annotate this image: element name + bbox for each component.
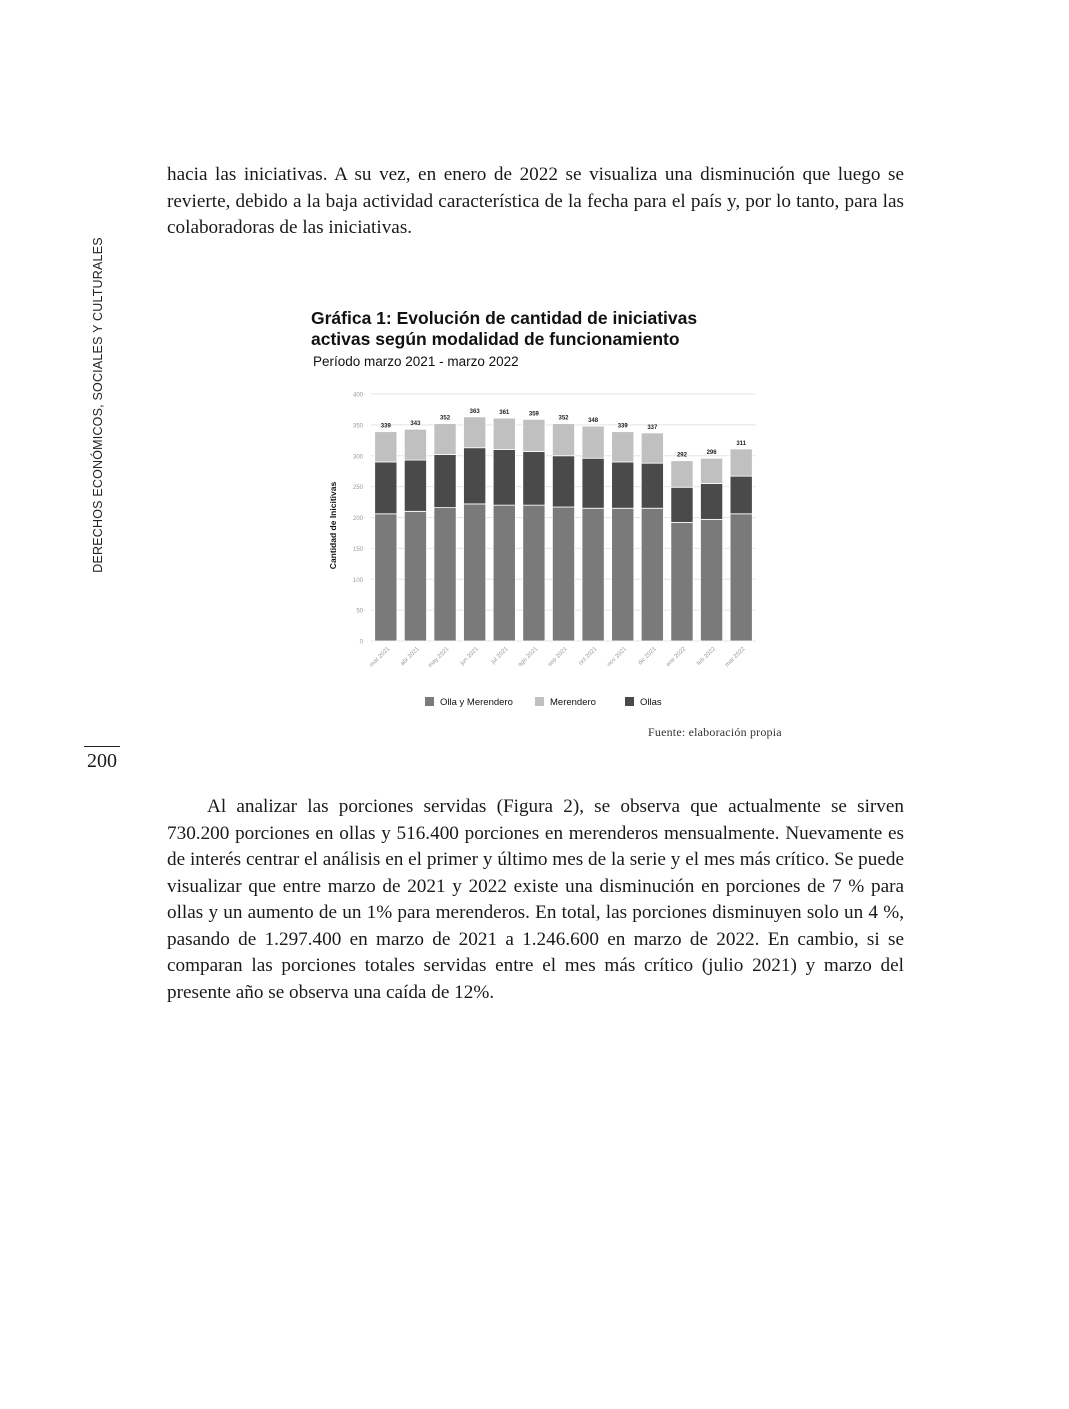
- x-tick-label: nov 2021: [606, 646, 629, 668]
- x-tick-label: dic 2021: [637, 646, 658, 667]
- legend-label: Olla y Merendero: [440, 697, 513, 708]
- bar-segment: [523, 505, 545, 641]
- y-axis-label: Cantidad de Inicitivas: [328, 481, 338, 570]
- bar-segment: [523, 451, 545, 505]
- bar-segment: [582, 458, 604, 508]
- legend-swatch: [535, 697, 544, 706]
- x-tick-label: sep 2021: [547, 646, 569, 668]
- bar-total-label: 361: [499, 410, 510, 417]
- x-tick-label: feb 2022: [696, 646, 717, 667]
- bar-segment: [641, 508, 663, 641]
- y-tick-label: 400: [352, 392, 363, 399]
- bar-segment: [434, 455, 456, 508]
- bar-segment: [464, 504, 486, 641]
- bar-segment: [404, 511, 426, 641]
- bar-total-label: 311: [736, 440, 747, 447]
- bar-segment: [523, 419, 545, 451]
- x-tick-label: ene 2022: [665, 646, 688, 669]
- bar-segment: [671, 522, 693, 641]
- bar-total-label: 363: [469, 408, 480, 415]
- bar-segment: [434, 508, 456, 641]
- bar-segment: [552, 424, 574, 456]
- y-tick-label: 0: [359, 639, 363, 646]
- bar-segment: [730, 476, 752, 514]
- x-tick-label: mar 2022: [724, 646, 747, 669]
- bar-segment: [464, 448, 486, 504]
- running-header-vertical: DERECHOS ECONÓMICOS, SOCIALES Y CULTURALES: [91, 237, 105, 573]
- chart-title-line-2: activas según modalidad de funcionamiento: [311, 329, 680, 349]
- legend-label: Merendero: [550, 697, 596, 708]
- bar-total-label: 296: [706, 450, 717, 457]
- legend-swatch: [625, 697, 634, 706]
- x-tick-label: ago 2021: [517, 646, 540, 669]
- bar-segment: [730, 449, 752, 476]
- bar-total-label: 348: [588, 418, 599, 425]
- bar-segment: [375, 462, 397, 514]
- bar-total-label: 352: [440, 415, 451, 422]
- bar-total-label: 352: [558, 415, 569, 422]
- paragraph-top: hacia las iniciativas. A su vez, en enero de 2022 se visualiza una disminución que luego se revierte, debido a la baja actividad característica de la fecha para el país y, por lo tanto, para las colaboradoras de las iniciativas.: [167, 164, 904, 238]
- y-tick-label: 350: [352, 423, 363, 430]
- bar-total-label: 343: [410, 421, 421, 428]
- bar-segment: [700, 484, 722, 520]
- bar-segment: [671, 461, 693, 488]
- bar-segment: [582, 426, 604, 458]
- y-tick-label: 250: [352, 485, 363, 492]
- bar-total-label: 339: [617, 423, 628, 430]
- bar-total-label: 337: [647, 424, 658, 431]
- bar-segment: [404, 460, 426, 511]
- bar-segment: [404, 429, 426, 460]
- x-tick-label: mar 2021: [369, 646, 392, 669]
- x-tick-label: jun 2021: [459, 646, 481, 667]
- bar-segment: [700, 519, 722, 641]
- legend-label: Ollas: [640, 697, 662, 708]
- bar-segment: [612, 462, 634, 508]
- bar-segment: [582, 508, 604, 641]
- bar-segment: [612, 432, 634, 462]
- y-tick-label: 150: [352, 546, 363, 553]
- bar-segment: [375, 514, 397, 641]
- bar-total-label: 339: [380, 423, 391, 430]
- bar-segment: [552, 507, 574, 641]
- y-tick-label: 300: [352, 454, 363, 461]
- x-tick-label: oct 2021: [578, 646, 599, 667]
- bar-segment: [700, 458, 722, 483]
- page-number: 200: [84, 746, 120, 773]
- x-tick-label: jul 2021: [490, 646, 510, 666]
- bar-segment: [434, 424, 456, 455]
- bar-total-label: 359: [528, 411, 539, 418]
- bar-segment: [612, 508, 634, 641]
- bar-segment: [493, 450, 515, 506]
- y-tick-label: 50: [356, 608, 363, 615]
- chart-title-line-1: Gráfica 1: Evolución de cantidad de iniciativas: [311, 308, 698, 328]
- bar-segment: [464, 417, 486, 448]
- bar-segment: [493, 418, 515, 449]
- x-tick-label: abr 2021: [399, 646, 421, 668]
- x-tick-label: may 2021: [427, 646, 451, 670]
- bar-segment: [671, 487, 693, 522]
- figure-chart: [300, 300, 780, 720]
- figure-source: Fuente: elaboración propia: [648, 725, 782, 739]
- bar-segment: [730, 514, 752, 641]
- bar-segment: [641, 463, 663, 508]
- y-tick-label: 200: [352, 516, 363, 522]
- bar-segment: [641, 433, 663, 463]
- legend-swatch: [425, 697, 434, 706]
- chart-subtitle: Período marzo 2021 - marzo 2022: [313, 354, 519, 369]
- y-tick-label: 100: [352, 577, 363, 584]
- bar-segment: [375, 432, 397, 462]
- stacked-bar-chart: [300, 300, 780, 720]
- paragraph-bottom: Al analizar las porciones servidas (Figura 2), se observa que actualmente se sirven 730.200 porciones en ollas y 516.400 porciones en merenderos mensualmente. Nuevamente es de interés centrar el análisis en el primer y último mes de la serie y el mes más crítico. Se puede visualizar que entre marzo de 2021 y 2022 existe una disminución en porciones de 7 % para ollas y un aumento de un 1% para merenderos. En total, las porciones disminuyen solo un 4 %, pasando de 1.297.400 en marzo de 2021 a 1.246.600 en marzo de 2022. En cambio, si se comparan las porciones totales servidas entre el mes más crítico (julio 2021) y marzo del presente año se observa una caída de 12%.: [167, 796, 904, 1003]
- bar-segment: [552, 456, 574, 507]
- bar-segment: [493, 505, 515, 641]
- bar-total-label: 292: [676, 452, 687, 459]
